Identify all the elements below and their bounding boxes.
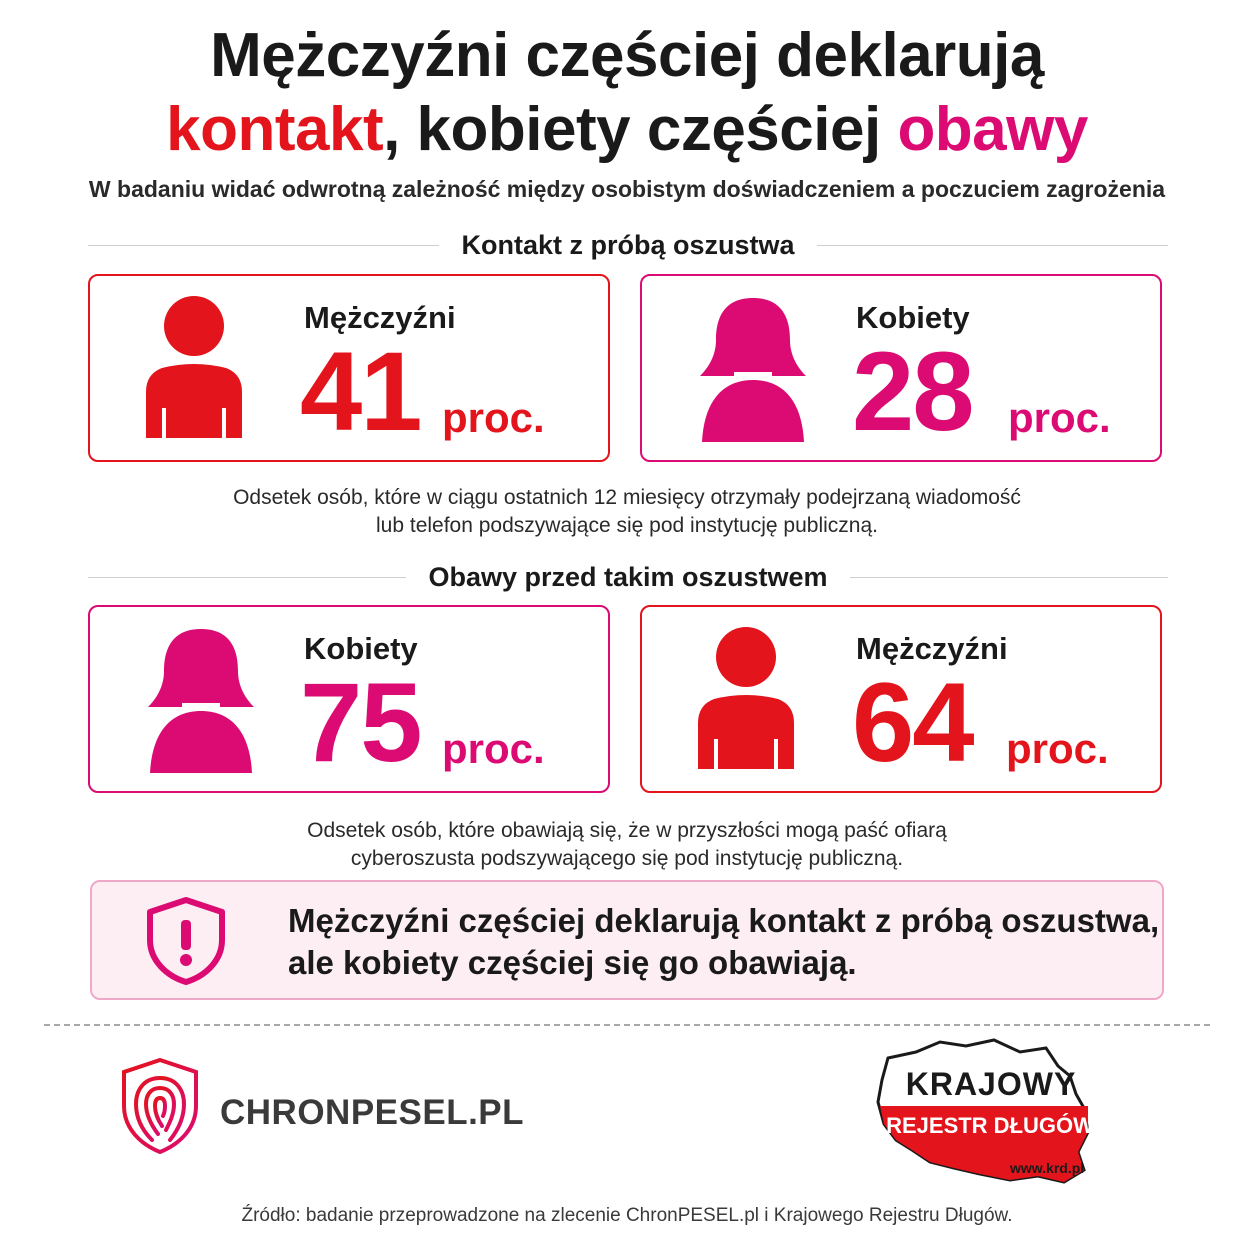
section-heading-fear [88,562,1168,592]
card-value: 28 [852,329,973,454]
callout-text [288,900,1159,984]
chronpesel-logo-text: CHRONPESEL.PL [220,1093,525,1132]
krd-logo-line2: REJESTR DŁUGÓW [886,1113,1094,1138]
page-title-line2 [0,94,1254,166]
card-group-label: Mężczyźni [304,300,456,335]
dashed-divider [44,1024,1210,1026]
card-unit: proc. [442,394,545,441]
stat-card-women-fear [88,605,610,793]
page-title-line1: Mężczyźni częściej deklarują [210,21,1044,90]
divider-line [817,245,1168,246]
krd-url: www.krd.pl [1010,1160,1085,1176]
shield-warning-icon [144,896,228,986]
card-value: 75 [300,660,421,785]
summary-callout [90,880,1164,1000]
card-unit: proc. [1006,725,1109,772]
section2-note-line1: Odsetek osób, które obawiają się, że w przyszłości mogą paść ofiarą [307,819,947,842]
card-unit: proc. [1008,394,1111,441]
female-person-icon [694,296,812,446]
card-value: 64 [852,660,973,785]
stat-card-women-contact [640,274,1162,462]
divider-line [88,577,406,578]
female-person-icon [142,627,260,777]
krd-logo-line1: KRAJOWY [905,1066,1077,1102]
divider-line [88,245,439,246]
divider-line [850,577,1168,578]
male-person-icon [694,627,798,777]
section-label: Obawy przed takim oszustwem [428,561,828,592]
section1-note-line1: Odsetek osób, które w ciągu ostatnich 12 miesięcy otrzymały podejrzaną wiadomość [233,486,1021,509]
card-group-label: Kobiety [304,631,418,666]
callout-line2: ale kobiety częściej się go obawiają. [288,944,857,981]
male-person-icon [142,296,246,446]
card-group-label: Mężczyźni [856,631,1008,666]
section2-note-line2: cyberoszusta podszywającego się pod instytucję publiczną. [350,847,904,870]
section-label: Kontakt z próbą oszustwa [461,229,795,260]
section1-note-line2: lub telefon podszywające się pod instytucję publiczną. [376,514,878,537]
callout-line1: Mężczyźni częściej deklarują kontakt z próbą oszustwa, [288,902,1160,939]
card-unit: proc. [442,725,545,772]
source-footnote: Źródło: badanie przeprowadzone na zlecenie ChronPESEL.pl i Krajowego Rejestru Długów. [241,1205,1013,1226]
card-value: 41 [300,329,421,454]
stat-card-men-fear [640,605,1162,793]
card-group-label: Kobiety [856,300,970,335]
title-middle: , kobiety częściej [383,95,898,164]
title-highlight-kontakt: kontakt [166,95,384,164]
subtitle: W badaniu widać odwrotną zależność między osobistym doświadczeniem a poczuciem zagrożenia [88,176,1166,202]
stat-card-men-contact [88,274,610,462]
section-heading-contact [88,230,1168,260]
title-highlight-obawy: obawy [897,95,1088,164]
fingerprint-shield-logo [118,1056,202,1156]
